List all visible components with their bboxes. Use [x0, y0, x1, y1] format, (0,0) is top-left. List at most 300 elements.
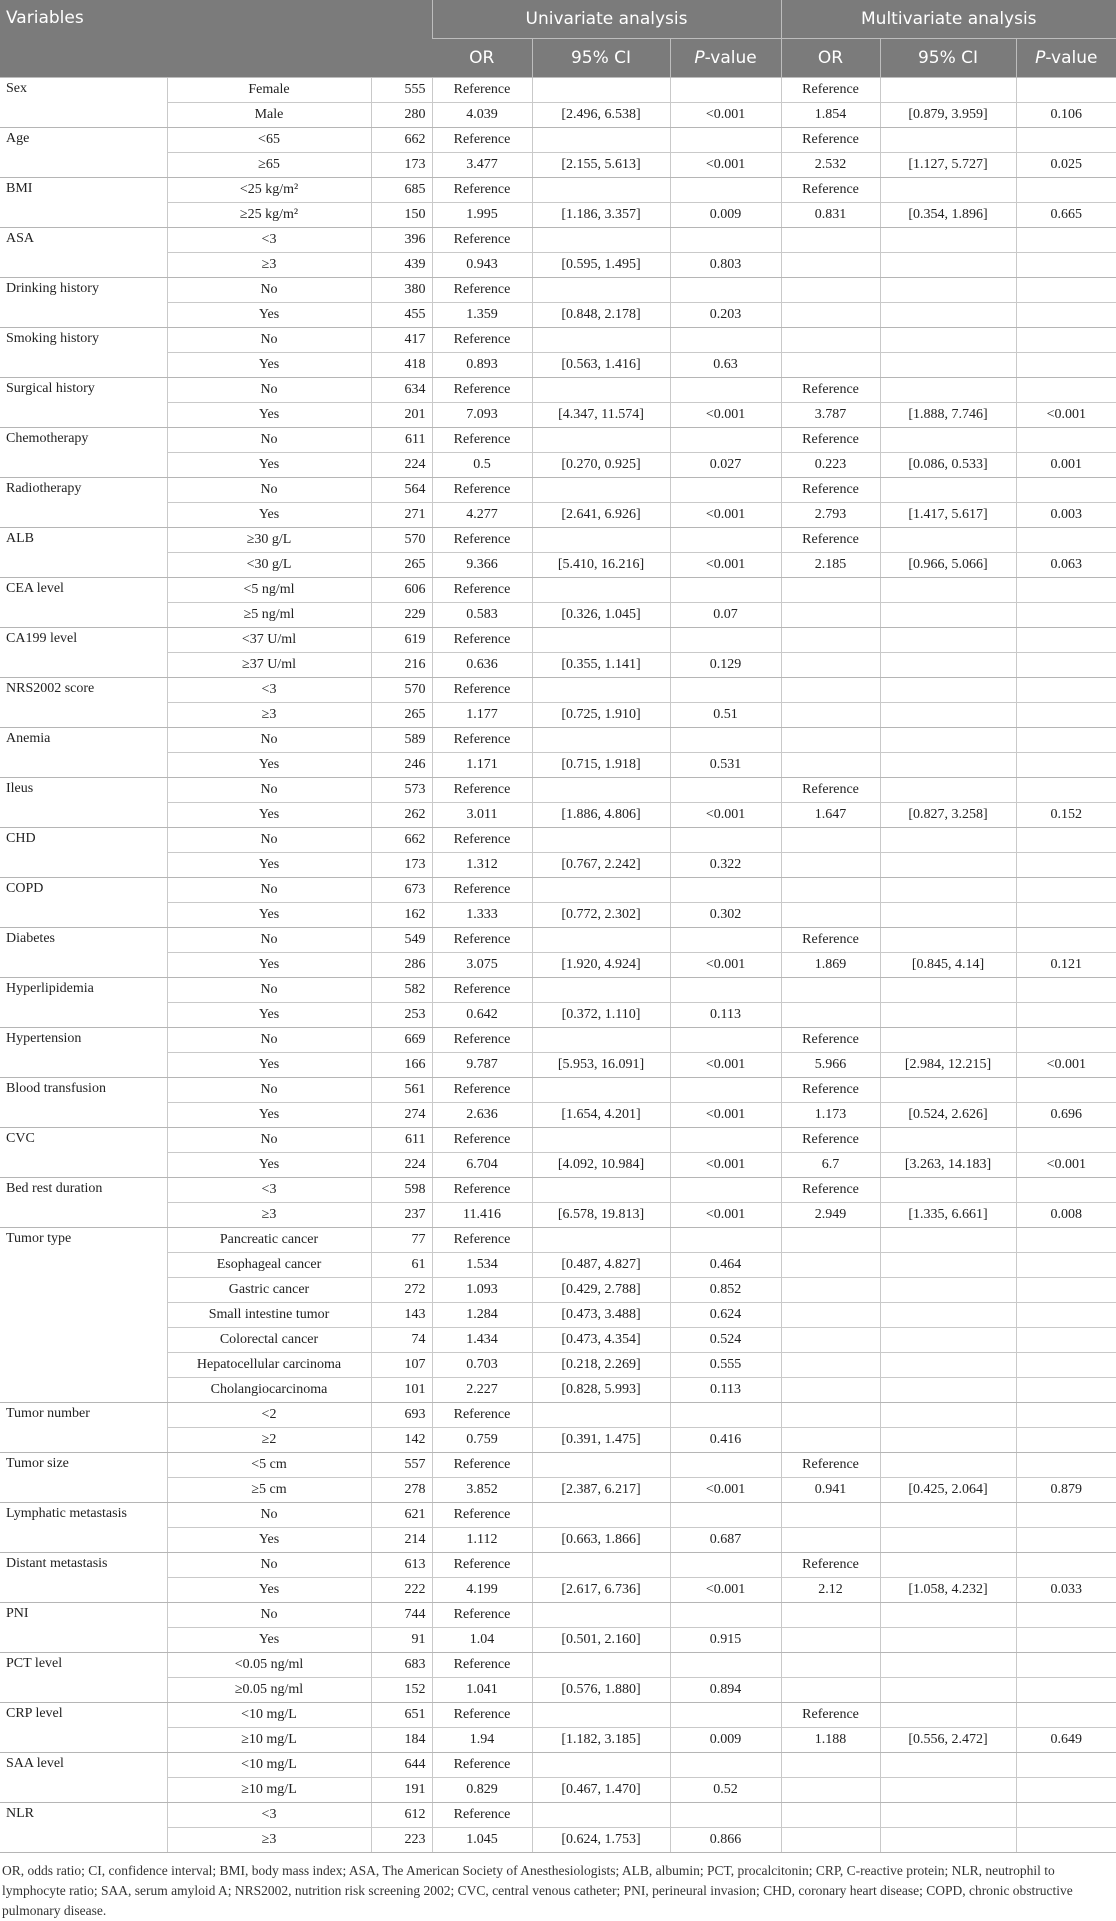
cell-uni-ci: [0.429, 2.788]: [532, 1278, 670, 1303]
cell-multi-ci: [880, 678, 1016, 703]
table-row: [0, 278, 1116, 303]
cell-multi-or: 1.854: [781, 103, 880, 128]
variable-name: CVC: [0, 1128, 167, 1178]
cell-uni-or: Reference: [432, 1503, 532, 1528]
cell-n: 549: [371, 928, 432, 953]
table-row: [0, 1053, 1116, 1078]
cell-n: 455: [371, 303, 432, 328]
table-row: [0, 1353, 1116, 1378]
cell-multi-or: [781, 1678, 880, 1703]
table-row: [0, 178, 1116, 203]
cell-uni-or: Reference: [432, 578, 532, 603]
cell-multi-or: 6.7: [781, 1153, 880, 1178]
table-row: [0, 1503, 1116, 1528]
cell-uni-or: 0.636: [432, 653, 532, 678]
table-row: [0, 1403, 1116, 1428]
cell-uni-p: 0.113: [670, 1378, 781, 1403]
table-row: [0, 1003, 1116, 1028]
cell-multi-ci: [880, 1078, 1016, 1103]
table-row: [0, 78, 1116, 103]
cell-uni-p: <0.001: [670, 153, 781, 178]
table-row: [0, 253, 1116, 278]
cell-uni-p: 0.464: [670, 1253, 781, 1278]
cell-n: 201: [371, 403, 432, 428]
cell-multi-p: [1016, 1803, 1116, 1828]
cell-uni-p: [670, 1403, 781, 1428]
cell-multi-ci: [880, 528, 1016, 553]
cell-uni-ci: [1.186, 3.357]: [532, 203, 670, 228]
cell-multi-or: Reference: [781, 78, 880, 103]
cell-uni-p: <0.001: [670, 403, 781, 428]
cell-multi-p: 0.003: [1016, 503, 1116, 528]
cell-n: 142: [371, 1428, 432, 1453]
cell-uni-ci: [2.387, 6.217]: [532, 1478, 670, 1503]
table-row: [0, 603, 1116, 628]
cell-uni-or: Reference: [432, 1178, 532, 1203]
table-row: [0, 228, 1116, 253]
variable-name: ASA: [0, 228, 167, 278]
cell-uni-p: [670, 1503, 781, 1528]
cell-uni-or: Reference: [432, 1603, 532, 1628]
cell-level: No: [167, 1553, 371, 1578]
table-row: [0, 328, 1116, 353]
cell-uni-or: 0.759: [432, 1428, 532, 1453]
cell-uni-ci: [532, 1178, 670, 1203]
variables-header: Variables: [0, 0, 432, 78]
cell-level: No: [167, 1028, 371, 1053]
cell-multi-p: [1016, 1628, 1116, 1653]
cell-n: 253: [371, 1003, 432, 1028]
cell-uni-ci: [532, 778, 670, 803]
cell-multi-p: 0.665: [1016, 203, 1116, 228]
cell-uni-p: [670, 1703, 781, 1728]
cell-n: 101: [371, 1378, 432, 1403]
cell-multi-p: [1016, 903, 1116, 928]
cell-uni-p: [670, 428, 781, 453]
variable-name: SAA level: [0, 1753, 167, 1803]
cell-uni-p: 0.129: [670, 653, 781, 678]
cell-multi-p: [1016, 678, 1116, 703]
cell-n: 685: [371, 178, 432, 203]
cell-level: Yes: [167, 403, 371, 428]
cell-multi-ci: [880, 928, 1016, 953]
cell-multi-or: Reference: [781, 478, 880, 503]
cell-multi-or: [781, 653, 880, 678]
cell-level: Yes: [167, 503, 371, 528]
variable-name: CRP level: [0, 1703, 167, 1753]
cell-uni-or: Reference: [432, 678, 532, 703]
table-row: [0, 153, 1116, 178]
cell-n: 561: [371, 1078, 432, 1103]
cell-multi-ci: [880, 1778, 1016, 1803]
table-row: [0, 1653, 1116, 1678]
cell-multi-p: [1016, 253, 1116, 278]
cell-uni-or: 1.04: [432, 1628, 532, 1653]
cell-uni-or: 1.995: [432, 203, 532, 228]
cell-level: <2: [167, 1403, 371, 1428]
cell-multi-p: [1016, 778, 1116, 803]
cell-uni-ci: [532, 128, 670, 153]
cell-uni-or: 1.94: [432, 1728, 532, 1753]
cell-uni-p: [670, 778, 781, 803]
cell-uni-p: [670, 178, 781, 203]
cell-multi-ci: [880, 1753, 1016, 1778]
cell-uni-ci: [6.578, 19.813]: [532, 1203, 670, 1228]
table-row: [0, 378, 1116, 403]
cell-multi-or: 1.188: [781, 1728, 880, 1753]
cell-level: Yes: [167, 453, 371, 478]
cell-uni-ci: [532, 1128, 670, 1153]
cell-uni-ci: [0.772, 2.302]: [532, 903, 670, 928]
cell-multi-or: 2.185: [781, 553, 880, 578]
cell-uni-ci: [4.347, 11.574]: [532, 403, 670, 428]
cell-n: 166: [371, 1053, 432, 1078]
cell-level: Yes: [167, 1628, 371, 1653]
cell-multi-ci: [3.263, 14.183]: [880, 1153, 1016, 1178]
cell-multi-or: Reference: [781, 1178, 880, 1203]
cell-n: 152: [371, 1678, 432, 1703]
cell-uni-or: Reference: [432, 728, 532, 753]
cell-uni-or: 1.093: [432, 1278, 532, 1303]
table-row: [0, 703, 1116, 728]
cell-multi-or: Reference: [781, 1078, 880, 1103]
univariate-header: Univariate analysis: [432, 0, 781, 39]
cell-level: ≥37 U/ml: [167, 653, 371, 678]
cell-n: 272: [371, 1278, 432, 1303]
cell-n: 662: [371, 128, 432, 153]
cell-multi-ci: [880, 1553, 1016, 1578]
cell-uni-or: Reference: [432, 778, 532, 803]
cell-n: 173: [371, 153, 432, 178]
cell-uni-ci: [0.595, 1.495]: [532, 253, 670, 278]
cell-uni-p: 0.524: [670, 1328, 781, 1353]
cell-level: No: [167, 828, 371, 853]
table-row: [0, 1778, 1116, 1803]
cell-multi-or: [781, 603, 880, 628]
cell-multi-p: 0.879: [1016, 1478, 1116, 1503]
cell-n: 683: [371, 1653, 432, 1678]
cell-uni-ci: [532, 1228, 670, 1253]
cell-uni-ci: [2.496, 6.538]: [532, 103, 670, 128]
table-row: [0, 1378, 1116, 1403]
cell-multi-p: [1016, 1678, 1116, 1703]
cell-multi-p: [1016, 1228, 1116, 1253]
cell-multi-ci: [880, 1128, 1016, 1153]
cell-multi-ci: [880, 1003, 1016, 1028]
cell-multi-p: [1016, 628, 1116, 653]
cell-multi-or: 1.173: [781, 1103, 880, 1128]
cell-multi-p: [1016, 128, 1116, 153]
cell-uni-ci: [532, 378, 670, 403]
cell-uni-or: 1.045: [432, 1828, 532, 1853]
cell-uni-or: 3.011: [432, 803, 532, 828]
cell-uni-p: 0.624: [670, 1303, 781, 1328]
cell-multi-ci: [880, 303, 1016, 328]
cell-n: 612: [371, 1803, 432, 1828]
cell-uni-p: 0.555: [670, 1353, 781, 1378]
cell-n: 61: [371, 1253, 432, 1278]
cell-multi-p: [1016, 603, 1116, 628]
cell-n: 611: [371, 428, 432, 453]
cell-multi-or: 2.949: [781, 1203, 880, 1228]
cell-level: No: [167, 328, 371, 353]
cell-multi-or: [781, 1753, 880, 1778]
cell-level: No: [167, 428, 371, 453]
cell-level: Yes: [167, 803, 371, 828]
variable-name: Ileus: [0, 778, 167, 828]
cell-uni-p: <0.001: [670, 553, 781, 578]
cell-multi-or: [781, 978, 880, 1003]
cell-n: 223: [371, 1828, 432, 1853]
cell-uni-p: <0.001: [670, 953, 781, 978]
cell-n: 570: [371, 528, 432, 553]
cell-multi-or: Reference: [781, 1703, 880, 1728]
cell-uni-or: Reference: [432, 128, 532, 153]
table-row: [0, 1278, 1116, 1303]
cell-uni-or: 1.333: [432, 903, 532, 928]
uni-ci-header: 95% CI: [532, 39, 670, 78]
cell-level: Yes: [167, 903, 371, 928]
cell-multi-ci: [880, 1303, 1016, 1328]
table-row: [0, 878, 1116, 903]
cell-multi-p: [1016, 1378, 1116, 1403]
variable-name: CHD: [0, 828, 167, 878]
variable-name: Distant metastasis: [0, 1553, 167, 1603]
cell-uni-ci: [532, 678, 670, 703]
cell-multi-ci: [880, 353, 1016, 378]
cell-uni-ci: [5.410, 16.216]: [532, 553, 670, 578]
variable-name: Smoking history: [0, 328, 167, 378]
cell-multi-p: [1016, 1653, 1116, 1678]
cell-uni-p: 0.51: [670, 703, 781, 728]
cell-uni-ci: [532, 1803, 670, 1828]
cell-uni-ci: [532, 1078, 670, 1103]
table-row: [0, 803, 1116, 828]
cell-multi-p: [1016, 1353, 1116, 1378]
cell-multi-ci: [880, 578, 1016, 603]
cell-uni-or: 2.227: [432, 1378, 532, 1403]
cell-multi-or: 2.12: [781, 1578, 880, 1603]
cell-level: No: [167, 728, 371, 753]
cell-uni-ci: [0.576, 1.880]: [532, 1678, 670, 1703]
cell-multi-or: 0.223: [781, 453, 880, 478]
cell-uni-p: <0.001: [670, 1053, 781, 1078]
cell-multi-ci: [880, 1453, 1016, 1478]
cell-multi-p: [1016, 853, 1116, 878]
cell-multi-or: [781, 753, 880, 778]
cell-multi-p: [1016, 1328, 1116, 1353]
cell-multi-ci: [880, 328, 1016, 353]
cell-level: Yes: [167, 1153, 371, 1178]
cell-uni-p: [670, 1228, 781, 1253]
cell-multi-ci: [880, 428, 1016, 453]
cell-uni-or: 0.703: [432, 1353, 532, 1378]
table-row: [0, 928, 1116, 953]
cell-uni-ci: [0.624, 1.753]: [532, 1828, 670, 1853]
cell-multi-ci: [880, 1828, 1016, 1853]
cell-n: 278: [371, 1478, 432, 1503]
cell-uni-ci: [0.270, 0.925]: [532, 453, 670, 478]
cell-uni-ci: [5.953, 16.091]: [532, 1053, 670, 1078]
cell-multi-ci: [880, 853, 1016, 878]
table-row: [0, 978, 1116, 1003]
cell-uni-ci: [532, 328, 670, 353]
cell-multi-p: [1016, 1503, 1116, 1528]
cell-level: <5 cm: [167, 1453, 371, 1478]
cell-n: 662: [371, 828, 432, 853]
cell-uni-p: [670, 1178, 781, 1203]
cell-uni-or: 1.177: [432, 703, 532, 728]
cell-uni-p: <0.001: [670, 1478, 781, 1503]
cell-uni-or: Reference: [432, 1753, 532, 1778]
cell-multi-p: 0.152: [1016, 803, 1116, 828]
cell-level: ≥3: [167, 703, 371, 728]
cell-multi-p: [1016, 753, 1116, 778]
cell-uni-or: Reference: [432, 878, 532, 903]
cell-uni-or: 0.893: [432, 353, 532, 378]
cell-uni-p: 0.302: [670, 903, 781, 928]
cell-uni-ci: [1.886, 4.806]: [532, 803, 670, 828]
cell-n: 271: [371, 503, 432, 528]
cell-uni-ci: [532, 1453, 670, 1478]
variable-name: Age: [0, 128, 167, 178]
cell-uni-ci: [532, 78, 670, 103]
cell-uni-ci: [532, 1503, 670, 1528]
cell-uni-or: 0.943: [432, 253, 532, 278]
table-row: [0, 1303, 1116, 1328]
cell-multi-p: [1016, 578, 1116, 603]
cell-multi-ci: [880, 703, 1016, 728]
cell-multi-ci: [0.879, 3.959]: [880, 103, 1016, 128]
variable-name: Hyperlipidemia: [0, 978, 167, 1028]
cell-uni-p: <0.001: [670, 1203, 781, 1228]
cell-level: <37 U/ml: [167, 628, 371, 653]
cell-uni-p: 0.027: [670, 453, 781, 478]
cell-multi-ci: [880, 478, 1016, 503]
cell-level: Yes: [167, 1053, 371, 1078]
cell-uni-p: 0.52: [670, 1778, 781, 1803]
cell-uni-ci: [532, 1028, 670, 1053]
table-row: [0, 678, 1116, 703]
cell-level: Yes: [167, 353, 371, 378]
cell-multi-ci: [880, 1403, 1016, 1428]
cell-multi-p: [1016, 1128, 1116, 1153]
cell-multi-p: 0.008: [1016, 1203, 1116, 1228]
cell-n: 417: [371, 328, 432, 353]
cell-multi-ci: [880, 1678, 1016, 1703]
cell-n: 216: [371, 653, 432, 678]
uni-or-header: OR: [432, 39, 532, 78]
cell-multi-ci: [880, 228, 1016, 253]
cell-multi-ci: [880, 1528, 1016, 1553]
cell-level: No: [167, 378, 371, 403]
cell-uni-p: 0.866: [670, 1828, 781, 1853]
cell-multi-p: [1016, 1828, 1116, 1853]
cell-uni-p: 0.894: [670, 1678, 781, 1703]
table-row: [0, 1803, 1116, 1828]
cell-level: Yes: [167, 1103, 371, 1128]
cell-multi-ci: [880, 253, 1016, 278]
cell-uni-p: [670, 928, 781, 953]
cell-multi-or: [781, 878, 880, 903]
cell-uni-or: 9.366: [432, 553, 532, 578]
table-row: [0, 103, 1116, 128]
cell-uni-p: <0.001: [670, 103, 781, 128]
variable-name: CEA level: [0, 578, 167, 628]
cell-multi-or: [781, 1528, 880, 1553]
cell-level: Colorectal cancer: [167, 1328, 371, 1353]
cell-multi-p: [1016, 978, 1116, 1003]
cell-level: <5 ng/ml: [167, 578, 371, 603]
cell-level: ≥5 cm: [167, 1478, 371, 1503]
cell-uni-or: 1.284: [432, 1303, 532, 1328]
cell-level: No: [167, 1603, 371, 1628]
cell-uni-ci: [2.641, 6.926]: [532, 503, 670, 528]
uni-p-header: P-value: [670, 39, 781, 78]
table-row: [0, 353, 1116, 378]
cell-n: 74: [371, 1328, 432, 1353]
cell-n: 274: [371, 1103, 432, 1128]
multi-ci-header: 95% CI: [880, 39, 1016, 78]
cell-multi-or: 0.831: [781, 203, 880, 228]
cell-n: 265: [371, 703, 432, 728]
cell-multi-or: Reference: [781, 128, 880, 153]
cell-multi-p: 0.649: [1016, 1728, 1116, 1753]
cell-multi-ci: [1.058, 4.232]: [880, 1578, 1016, 1603]
variable-name: CA199 level: [0, 628, 167, 678]
cell-n: 439: [371, 253, 432, 278]
cell-uni-or: 3.477: [432, 153, 532, 178]
cell-uni-or: Reference: [432, 828, 532, 853]
cell-level: ≥10 mg/L: [167, 1778, 371, 1803]
cell-uni-ci: [1.654, 4.201]: [532, 1103, 670, 1128]
cell-uni-p: [670, 378, 781, 403]
cell-multi-ci: [880, 878, 1016, 903]
table-row: [0, 1078, 1116, 1103]
cell-multi-ci: [880, 278, 1016, 303]
cell-n: 262: [371, 803, 432, 828]
cell-level: ≥3: [167, 1203, 371, 1228]
table-row: [0, 1328, 1116, 1353]
table-row: [0, 478, 1116, 503]
cell-multi-or: [781, 1503, 880, 1528]
table-row: [0, 1128, 1116, 1153]
table-row: [0, 1753, 1116, 1778]
cell-uni-or: 4.199: [432, 1578, 532, 1603]
cell-uni-or: Reference: [432, 378, 532, 403]
cell-multi-ci: [880, 1603, 1016, 1628]
cell-uni-or: Reference: [432, 1028, 532, 1053]
table-row: [0, 903, 1116, 928]
cell-uni-ci: [0.848, 2.178]: [532, 303, 670, 328]
cell-uni-ci: [0.326, 1.045]: [532, 603, 670, 628]
table-body: [0, 78, 1116, 1853]
cell-multi-p: 0.121: [1016, 953, 1116, 978]
cell-uni-or: Reference: [432, 1128, 532, 1153]
cell-uni-p: 0.531: [670, 753, 781, 778]
cell-multi-ci: [880, 1503, 1016, 1528]
cell-multi-p: [1016, 1253, 1116, 1278]
variable-name: COPD: [0, 878, 167, 928]
cell-uni-ci: [0.663, 1.866]: [532, 1528, 670, 1553]
table-row: [0, 1228, 1116, 1253]
cell-uni-or: Reference: [432, 478, 532, 503]
cell-multi-ci: [880, 1353, 1016, 1378]
cell-n: 606: [371, 578, 432, 603]
table-row: [0, 728, 1116, 753]
cell-multi-p: <0.001: [1016, 1053, 1116, 1078]
cell-multi-p: [1016, 878, 1116, 903]
